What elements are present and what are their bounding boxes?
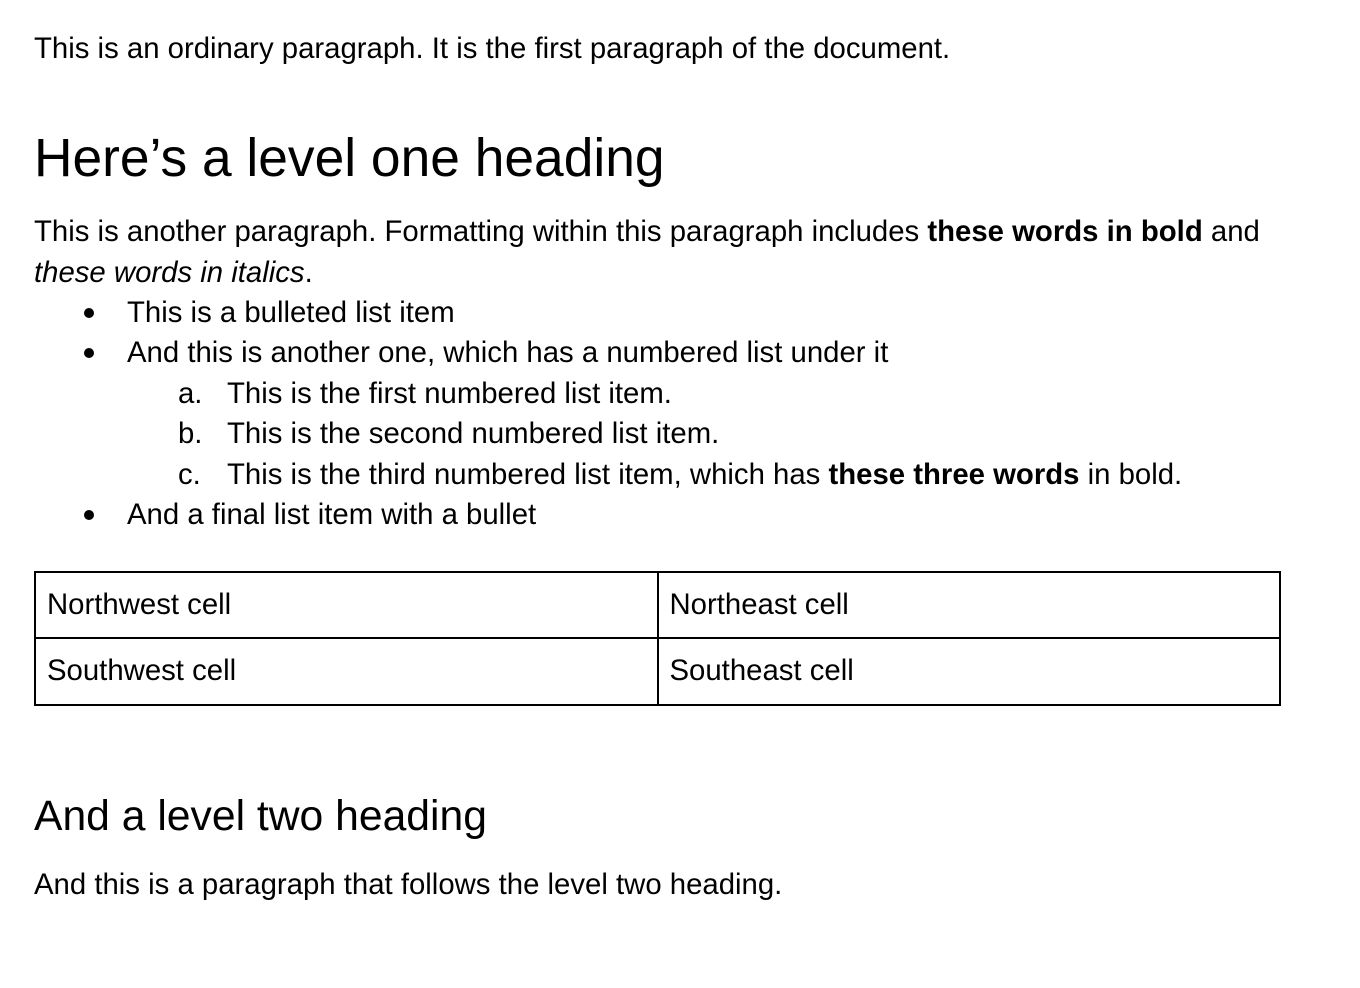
- text-run: And this is another one, which has a numbered list under it: [127, 336, 889, 370]
- table-cell: Northeast cell: [658, 572, 1281, 638]
- list-item-text: [127, 495, 1326, 535]
- intro-paragraph: This is an ordinary paragraph. It is the first paragraph of the document.: [34, 32, 951, 65]
- disc-bullet-icon: [84, 510, 94, 520]
- text-run: This is another paragraph. Formatting within this paragraph includes: [34, 215, 928, 249]
- bullet-marker-column: [34, 333, 127, 358]
- letter-marker: b.: [178, 417, 203, 451]
- compass-table-body: [35, 572, 1280, 705]
- list-item-text: [227, 455, 1326, 495]
- text-run: in bold.: [1079, 457, 1183, 491]
- table-cell: Southeast cell: [658, 638, 1281, 704]
- table-row: [35, 572, 1280, 638]
- table-cell: Northwest cell: [35, 572, 658, 638]
- disc-bullet-icon: [84, 348, 94, 358]
- italic-text-run: these words in italics: [34, 255, 305, 289]
- numbered-list-item: [34, 414, 1326, 454]
- text-run: .: [304, 255, 313, 289]
- bold-text-run: these three words: [828, 457, 1080, 491]
- bullet-marker-column: [34, 495, 127, 520]
- heading-level-one: Here’s a level one heading: [34, 129, 665, 189]
- text-run: This is a bulleted list item: [127, 295, 455, 329]
- list-item-text: [127, 293, 1326, 333]
- heading-level-two: And a level two heading: [34, 791, 487, 840]
- bold-text-run: these words in bold: [927, 215, 1203, 249]
- text-run: This is the second numbered list item.: [227, 417, 720, 451]
- bullet-marker-column: [34, 293, 127, 318]
- table-row: [35, 638, 1280, 704]
- bullet-list-item: [34, 333, 1326, 373]
- disc-bullet-icon: [84, 308, 94, 318]
- table-cell: Southwest cell: [35, 638, 658, 704]
- list-item-text: [227, 374, 1326, 414]
- text-run: and: [1202, 215, 1260, 249]
- formatted-paragraph: [34, 212, 1326, 293]
- bullet-list-item: [34, 495, 1326, 535]
- bullet-list-item: [34, 293, 1326, 333]
- text-run: And a final list item with a bullet: [127, 498, 537, 532]
- bulleted-list: [34, 293, 1326, 536]
- list-item-text: [127, 333, 1326, 373]
- text-run: This is the first numbered list item.: [227, 376, 672, 410]
- text-run: This is the third numbered list item, which has: [227, 457, 829, 491]
- compass-table: [34, 571, 1281, 706]
- numbered-list-item: [34, 374, 1326, 414]
- numbered-list-item: [34, 455, 1326, 495]
- closing-paragraph: And this is a paragraph that follows the level two heading.: [34, 867, 783, 901]
- list-item-text: [227, 414, 1326, 454]
- letter-marker: c.: [178, 457, 201, 491]
- letter-marker: a.: [178, 376, 203, 410]
